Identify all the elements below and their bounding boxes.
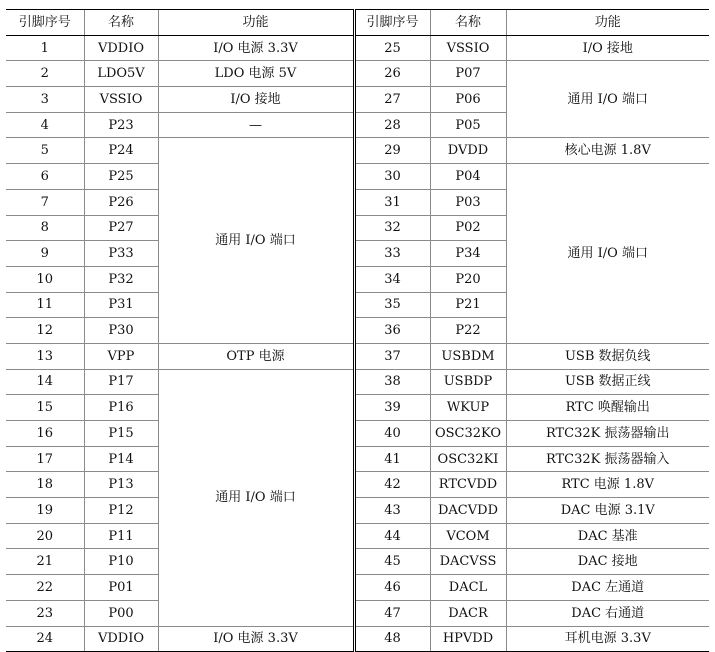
pin-name-cell: P11 (84, 523, 158, 549)
pin-name-cell: USBDP (430, 369, 506, 395)
pin-function-cell: USB 数据负线 (506, 343, 709, 369)
pin-number-cell: 8 (6, 215, 84, 241)
pin-function-cell: 通用 I/O 端口 (506, 164, 709, 344)
table-row (6, 472, 709, 498)
pin-number-cell: 31 (354, 189, 430, 215)
pin-name-cell: P03 (430, 189, 506, 215)
pin-number-cell: 10 (6, 266, 84, 292)
pin-name-cell: VPP (84, 343, 158, 369)
pin-number-cell: 19 (6, 498, 84, 524)
pin-name-cell: P34 (430, 241, 506, 267)
pin-name-cell: DACVSS (430, 549, 506, 575)
pin-number-cell: 39 (354, 395, 430, 421)
pin-name-cell: P00 (84, 600, 158, 626)
pin-function-cell: DAC 基准 (506, 523, 709, 549)
pin-name-cell: P14 (84, 446, 158, 472)
table-row (6, 421, 709, 447)
pin-number-cell: 23 (6, 600, 84, 626)
pin-name-cell: WKUP (430, 395, 506, 421)
pin-function-cell: DAC 接地 (506, 549, 709, 575)
pin-name-cell: P26 (84, 189, 158, 215)
table-row (6, 575, 709, 601)
pin-number-cell: 6 (6, 164, 84, 190)
pin-name-cell: P33 (84, 241, 158, 267)
pin-number-cell: 13 (6, 343, 84, 369)
pin-name-cell: DACR (430, 600, 506, 626)
pin-name-cell: P12 (84, 498, 158, 524)
pin-function-cell: I/O 接地 (506, 35, 709, 61)
pin-number-cell: 46 (354, 575, 430, 601)
pin-function-cell: LDO 电源 5V (158, 61, 354, 87)
pin-function-cell: USB 数据正线 (506, 369, 709, 395)
pin-name-cell: VDDIO (84, 626, 158, 652)
pin-number-cell: 12 (6, 318, 84, 344)
pin-number-cell: 27 (354, 87, 430, 113)
pin-name-cell: VCOM (430, 523, 506, 549)
table-row (6, 498, 709, 524)
pin-name-cell: USBDM (430, 343, 506, 369)
table-row (6, 369, 709, 395)
pin-name-cell: VSSIO (430, 35, 506, 61)
pin-function-cell: DAC 右通道 (506, 600, 709, 626)
pin-number-cell: 3 (6, 87, 84, 113)
pin-number-cell: 38 (354, 369, 430, 395)
pin-number-cell: 40 (354, 421, 430, 447)
table-row (6, 549, 709, 575)
pin-number-cell: 37 (354, 343, 430, 369)
pin-name-cell: P06 (430, 87, 506, 113)
pin-function-cell: 通用 I/O 端口 (158, 138, 354, 344)
pin-function-cell: 通用 I/O 端口 (506, 61, 709, 138)
pin-number-cell: 14 (6, 369, 84, 395)
pin-name-cell: P13 (84, 472, 158, 498)
pin-name-cell: P20 (430, 266, 506, 292)
pin-assignment-table (6, 9, 709, 652)
pin-name-cell: P32 (84, 266, 158, 292)
table-row (6, 35, 709, 61)
pin-number-cell: 20 (6, 523, 84, 549)
table-row (6, 343, 709, 369)
pin-name-cell: P22 (430, 318, 506, 344)
table-row (6, 523, 709, 549)
pin-number-cell: 22 (6, 575, 84, 601)
pin-name-cell: VSSIO (84, 87, 158, 113)
header-name-right: 名称 (430, 10, 506, 36)
pin-number-cell: 15 (6, 395, 84, 421)
pin-function-cell: 耳机电源 3.3V (506, 626, 709, 652)
pin-name-cell: P24 (84, 138, 158, 164)
pin-name-cell: OSC32KI (430, 446, 506, 472)
pin-number-cell: 17 (6, 446, 84, 472)
pin-name-cell: P02 (430, 215, 506, 241)
pin-name-cell: P27 (84, 215, 158, 241)
pin-function-cell: 核心电源 1.8V (506, 138, 709, 164)
table-row (6, 395, 709, 421)
pin-number-cell: 7 (6, 189, 84, 215)
pin-name-cell: P16 (84, 395, 158, 421)
pin-function-cell: RTC32K 振荡器输出 (506, 421, 709, 447)
pin-number-cell: 36 (354, 318, 430, 344)
pin-name-cell: P25 (84, 164, 158, 190)
pin-name-cell: P15 (84, 421, 158, 447)
pin-name-cell: VDDIO (84, 35, 158, 61)
pin-number-cell: 41 (354, 446, 430, 472)
header-function-right: 功能 (506, 10, 709, 36)
pin-name-cell: DVDD (430, 138, 506, 164)
pin-function-cell: 通用 I/O 端口 (158, 369, 354, 626)
table-row (6, 138, 709, 164)
pin-name-cell: P23 (84, 112, 158, 138)
pin-function-cell: DAC 左通道 (506, 575, 709, 601)
pin-name-cell: DACL (430, 575, 506, 601)
pin-number-cell: 24 (6, 626, 84, 652)
pin-function-cell: I/O 电源 3.3V (158, 35, 354, 61)
pin-name-cell: P10 (84, 549, 158, 575)
pin-function-cell: RTC 唤醒输出 (506, 395, 709, 421)
pin-number-cell: 48 (354, 626, 430, 652)
pin-name-cell: P07 (430, 61, 506, 87)
pin-number-cell: 43 (354, 498, 430, 524)
pin-number-cell: 11 (6, 292, 84, 318)
pin-function-cell: I/O 电源 3.3V (158, 626, 354, 652)
pin-name-cell: RTCVDD (430, 472, 506, 498)
pin-number-cell: 44 (354, 523, 430, 549)
pin-function-cell: RTC 电源 1.8V (506, 472, 709, 498)
pin-function-cell: DAC 电源 3.1V (506, 498, 709, 524)
pin-name-cell: P04 (430, 164, 506, 190)
table-row (6, 446, 709, 472)
pin-number-cell: 26 (354, 61, 430, 87)
header-name-left: 名称 (84, 10, 158, 36)
pin-number-cell: 47 (354, 600, 430, 626)
pin-name-cell: P31 (84, 292, 158, 318)
table-row (6, 61, 709, 87)
pin-name-cell: P30 (84, 318, 158, 344)
pin-name-cell: HPVDD (430, 626, 506, 652)
pin-number-cell: 35 (354, 292, 430, 318)
pin-number-cell: 9 (6, 241, 84, 267)
pin-number-cell: 2 (6, 61, 84, 87)
pin-number-cell: 29 (354, 138, 430, 164)
pin-number-cell: 21 (6, 549, 84, 575)
pin-function-cell: — (158, 112, 354, 138)
pin-number-cell: 1 (6, 35, 84, 61)
pin-name-cell: P05 (430, 112, 506, 138)
header-row (6, 10, 709, 36)
pin-name-cell: P17 (84, 369, 158, 395)
pin-number-cell: 30 (354, 164, 430, 190)
pin-number-cell: 42 (354, 472, 430, 498)
pin-number-cell: 5 (6, 138, 84, 164)
pin-function-cell: I/O 接地 (158, 87, 354, 113)
pin-number-cell: 16 (6, 421, 84, 447)
pin-name-cell: OSC32KO (430, 421, 506, 447)
header-pin-number-left: 引脚序号 (6, 10, 84, 36)
table-row (6, 600, 709, 626)
pin-number-cell: 33 (354, 241, 430, 267)
pin-number-cell: 4 (6, 112, 84, 138)
pin-number-cell: 18 (6, 472, 84, 498)
pin-function-cell: RTC32K 振荡器输入 (506, 446, 709, 472)
pin-name-cell: LDO5V (84, 61, 158, 87)
pin-number-cell: 28 (354, 112, 430, 138)
pin-name-cell: DACVDD (430, 498, 506, 524)
header-function-left: 功能 (158, 10, 354, 36)
table-row (6, 164, 709, 190)
pin-number-cell: 34 (354, 266, 430, 292)
pin-name-cell: P01 (84, 575, 158, 601)
pin-function-cell: OTP 电源 (158, 343, 354, 369)
pin-number-cell: 32 (354, 215, 430, 241)
pin-name-cell: P21 (430, 292, 506, 318)
pin-number-cell: 25 (354, 35, 430, 61)
pin-number-cell: 45 (354, 549, 430, 575)
header-pin-number-right: 引脚序号 (354, 10, 430, 36)
